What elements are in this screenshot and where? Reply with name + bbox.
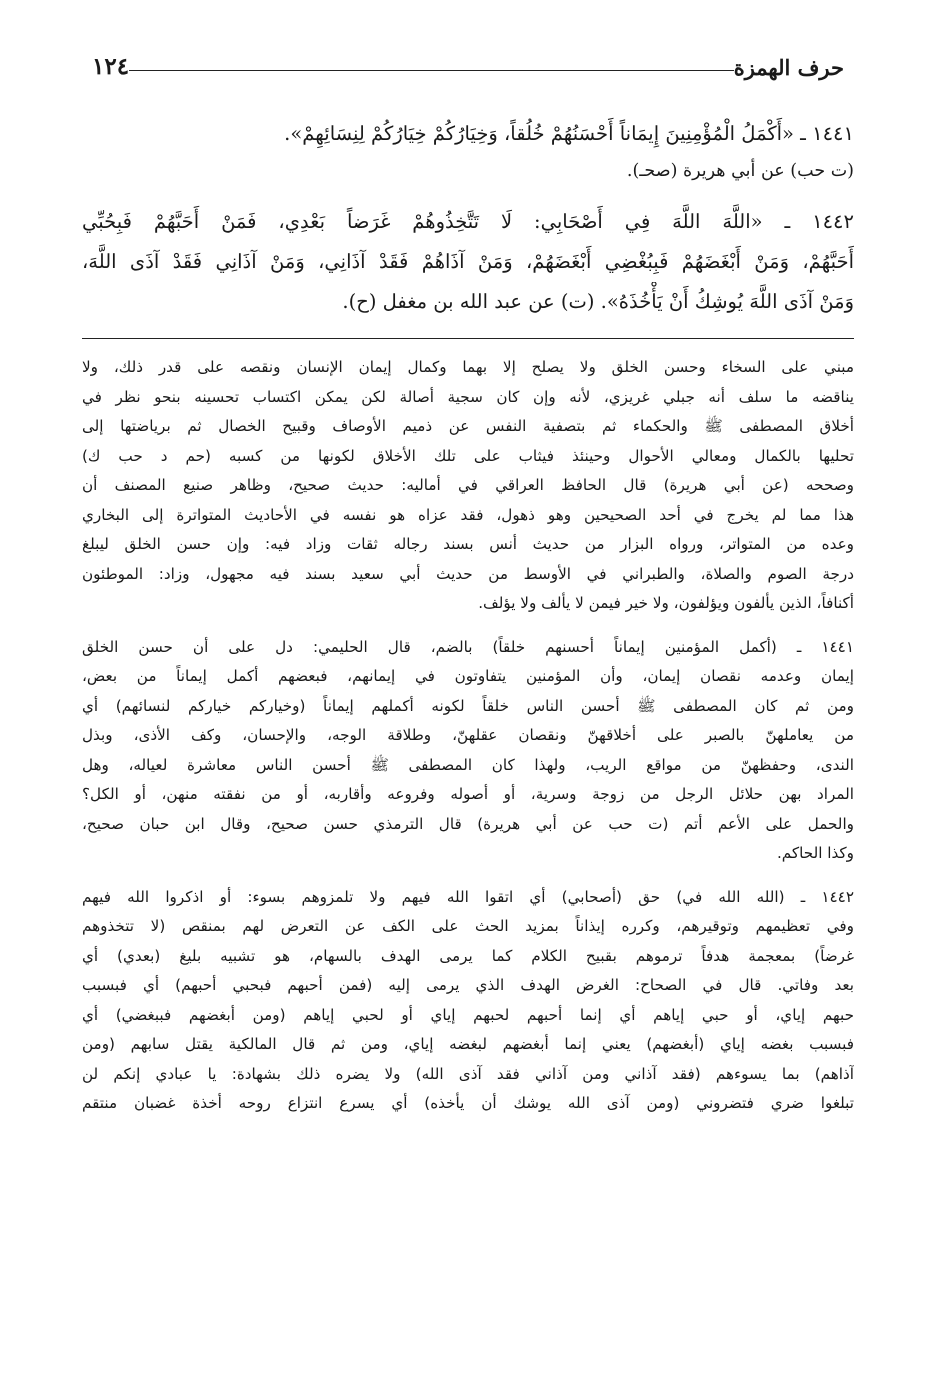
commentary-line: إيمان وعدمه نقصان إيمان، وأن المؤمنين يتفاوتون في إيمانهم، فبعضهم أكمل إيماناً من بعض، xyxy=(82,667,854,685)
commentary-line: تبلغوا ضري فتضروني (ومن آذى الله يوشك أن يأخذه) أي يسرع انتزاع روحه أخذة غضبان منتقم xyxy=(82,1094,854,1112)
book-page xyxy=(82,40,854,1133)
commentary-line: ١٤٤١ ـ (أكمل المؤمنين إيماناً أحسنهم خلقاً) بالضم، قال الحليمي: دل على أن حسن الخلق xyxy=(82,637,854,656)
hadith-line: وَمَنْ آذَى اللَّهَ يُوشِكُ أَنْ يَأْخُذَهُ». (ت) عن عبد الله بن مغفل (ح). xyxy=(342,290,854,313)
commentary-line: ١٤٤٢ ـ (الله الله في) حق (أصحابي) أي اتقوا الله فيهم ولا تلمزوهم بسوء: أو اذكروا الله فيهم xyxy=(82,887,854,906)
page-number: ١٢٤ xyxy=(92,53,130,80)
commentary-line: حبهم إياي، أو حبي إياهم أي إنما أحبهم لحبهم إياي أو لحبي إياهم (ومن أبغضهم فببغضي) أي xyxy=(82,1005,854,1024)
header-rule xyxy=(129,70,734,71)
commentary-line: فبسبب بغضه إياي (أبغضهم) يعني إنما أبغضهم لبغضه إياي، ومن ثم قال المالكية يقتل سابهم (ومن xyxy=(82,1035,854,1053)
hadith-1441 xyxy=(82,114,854,188)
commentary-paragraph-1441 xyxy=(82,633,854,869)
hadith-1442 xyxy=(82,202,854,322)
commentary-line: من يعاملهنّ بالصبر على أخلاقهنّ ونقصان عقلهنّ، وطلاقة الوجه، والإحسان، وكف الأذى، وبذل xyxy=(82,726,854,744)
commentary-line: ومن ثم كان المصطفى ﷺ أحسن الناس خلقاً لكونه أكملهم إيماناً (وخياركم خياركم لنسائهم) أي xyxy=(82,696,854,715)
hadith-source: (ت حب) عن أبي هريرة (صحـ). xyxy=(626,161,854,181)
hadith-line: ١٤٤١ ـ «أَكْمَلُ الْمُؤْمِنِينَ إِيمَاناً أَحْسَنُهُمْ خُلُقاً، وَخِيَارُكُمْ خِيَارُكُمْ لِنِسَائِهِمْ». xyxy=(284,122,854,145)
commentary-line: بعد وفاتي. قال في الصحاح: الغرض الهدف الذي يرمى إليه (فمن أحبهم فبحبي أحبهم) أي فبسبب xyxy=(82,976,854,994)
commentary-line: أخلاق المصطفى ﷺ والحكماء ثم بتصفية النفس عن ذميم الأوصاف وقبيح الخصال ثم برياضتها إلى xyxy=(82,417,854,435)
commentary-line: وصححه (عن أبي هريرة) قال الحافظ العراقي في أماليه: حديث صحيح، وظاهر صنيع المصنف أن xyxy=(82,476,854,494)
commentary-line: المراد بهن حلائل الرجل من زوجة وسرية، أو أصوله وفروعه وأقاربه، أو من نفقته منهن، أو الكل؟ xyxy=(82,785,854,803)
commentary-line: هذا مما لم يخرج في أحد الصحيحين وهو ذهول، فقد عزاه هو نفسه في الأحاديث المتواترة إلى البخاري xyxy=(82,505,854,524)
commentary-line: يناقضه ما سلف أنه جبلي غريزي، لأنه وإن كان سجية أصالة لكن يمكن اكتساب تحسينه بنحو نظر في xyxy=(82,387,854,406)
commentary-paragraph-1442 xyxy=(82,883,854,1119)
page-header xyxy=(82,40,854,80)
commentary-line: تحليها بالكمال ومعالي الأحوال وحينئذ فيثاب على تلك الأخلاق لكونها من كسبه (حم د حب ك) xyxy=(82,446,854,465)
commentary-line: درجة الصوم والصلاة، والطبراني في الأوسط من حديث أبي سعيد بسند فيه مجهول، وزاد: الموطئون xyxy=(82,564,854,583)
commentary-divider xyxy=(82,338,854,339)
commentary-line: وكذا الحاكم. xyxy=(776,844,854,862)
hadith-line: ١٤٤٢ ـ «اللَّهَ اللَّهَ فِي أَصْحَابِي: لَا تَتَّخِذُوهُمْ غَرَضاً بَعْدِي، فَمَنْ أَحَبَّهُمْ فَبِحُبِّي xyxy=(82,210,854,233)
commentary-line: أكنافاً، الذين يألفون ويؤلفون، ولا خير فيمن لا يألف ولا يؤلف. xyxy=(478,594,854,612)
commentary-line: آذاهم) بما يسوءهم (فقد آذاني ومن آذاني فقد آذى الله) ولا يضره ذلك بشهادة: يا عبادي إنكم لن xyxy=(82,1064,854,1083)
hadith-line: أَحَبَّهُمْ، وَمَنْ أَبْغَضَهُمْ فَبِبُغْضِي أَبْغَضَهُمْ، وَمَنْ آذَاهُمْ فَقَدْ آذَانِي، وَمَنْ آذَانِي فَقَدْ آذَى اللَّهَ، xyxy=(82,250,854,273)
commentary-line: غرضاً) بمعجمة هدفاً ترموهم بقبيح الكلام كما يرمى الهدف بالسهام، هو تشبيه بليغ (بعدي) أي xyxy=(82,946,854,965)
commentary-paragraph xyxy=(82,353,854,619)
commentary-line: وفي تعظيمهم وتوقيرهم، وكرره إيذاناً بمزيد الحث على الكف عن التعرض لهم بمنقص (لا تتخذوهم xyxy=(82,917,854,935)
commentary-line: وعده من المتواتر، ورواه البزار من حديث أنس بسند رجاله ثقات وزاد فيه: وإن حسن الخلق ليبلغ xyxy=(82,535,854,553)
running-title: حرف الهمزة xyxy=(733,55,844,80)
commentary-line: الندى، وحفظهنّ من مواقع الريب، ولهذا كان المصطفى ﷺ أحسن الناس معاشرة لعياله، وهل xyxy=(82,755,854,774)
commentary-line: والحمل على الأعم أتم (ت حب عن أبي هريرة) قال الترمذي حسن صحيح، وقال ابن حبان صحيح، xyxy=(82,814,854,833)
commentary-line: مبني على السخاء وحسن الخلق ولا يصلح إلا بهما وكمال إيمان الإنسان ونقصه على قدر ذلك، ولا xyxy=(82,358,854,376)
commentary-section xyxy=(82,353,854,1119)
hadith-text-section xyxy=(82,114,854,322)
